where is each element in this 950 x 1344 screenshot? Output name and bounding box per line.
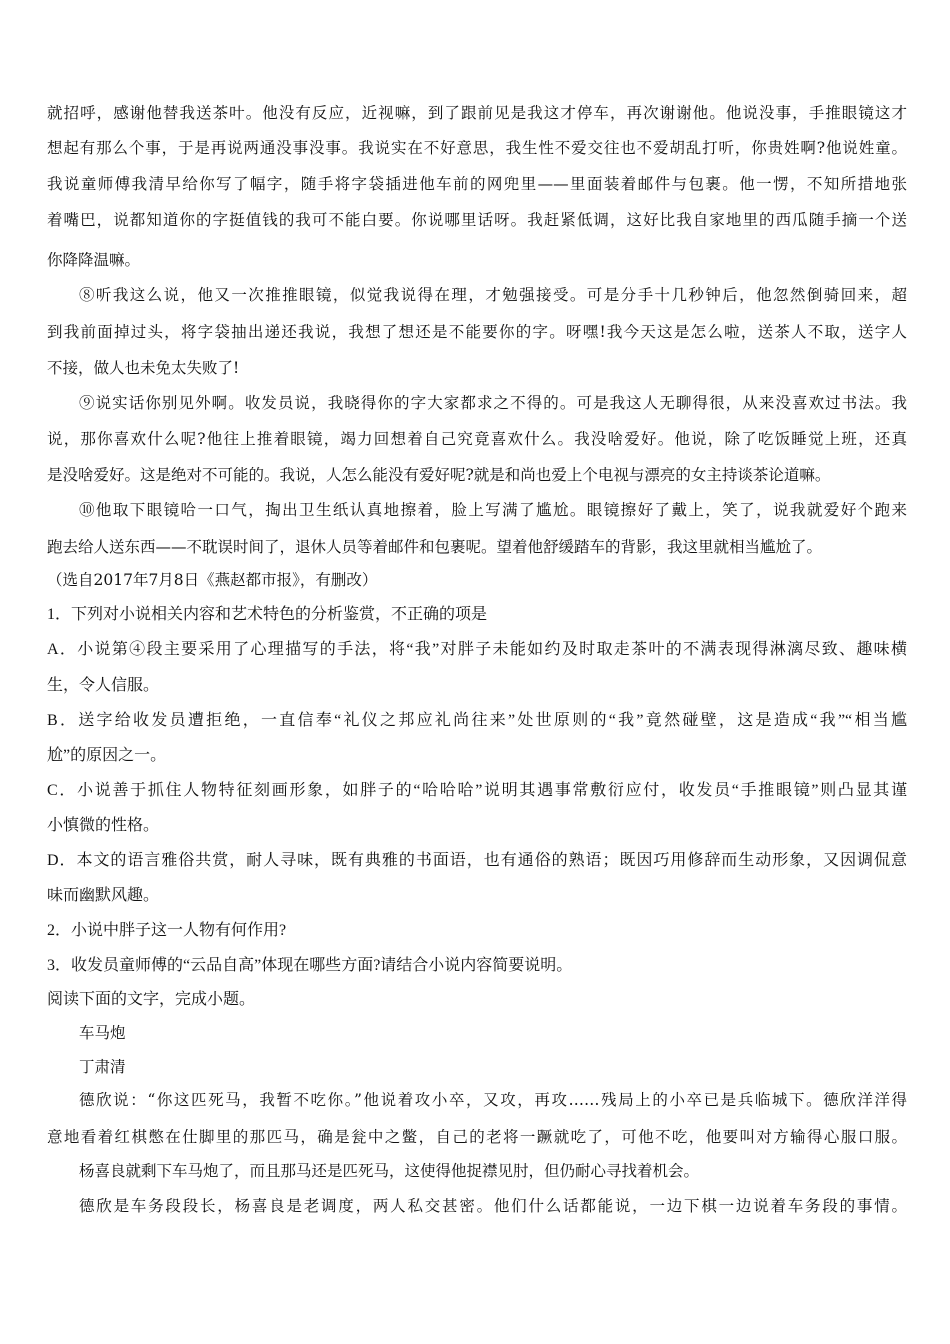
question-3: 3．收发员童师傅的“云品自高”体现在哪些方面?请结合小说内容简要说明。 [47, 957, 573, 974]
text-line: 意地看着红棋憋在仕脚里的那匹马，确是瓮中之鳖，自己的老将一蹶就吃了，可他不吃，他要叫对方输得心服口服。 [47, 1128, 907, 1146]
option-c: C．小说善于抓住人物特征刻画形象，如胖子的“哈哈哈”说明其遇事常敷衍应付，收发员“手推眼镜”则凸显其谨 [47, 782, 907, 799]
story-author: 丁肃清 [79, 1058, 126, 1076]
story-paragraph: 杨喜良就剩下车马炮了，而且那马还是匹死马，这使得他捉襟见肘，但仍耐心寻找着机会。 [79, 1162, 700, 1180]
option-b: B．送字给收发员遭拒绝，一直信奉“礼仪之邦应礼尚往来”处世原则的“我”竟然碰壁，这是造成“我”“相当尴 [47, 712, 907, 729]
question-1: 1．下列对小说相关内容和艺术特色的分析鉴赏，不正确的项是 [47, 606, 488, 623]
text-line: 就招呼，感谢他替我送茶叶。他没有反应，近视嘛，到了跟前见是我这才停车，再次谢谢他。他说没事，手推眼镜这才 [47, 104, 907, 122]
option-a-cont: 生，令人信服。 [47, 677, 160, 694]
text-line: 你降降温嘛。 [47, 251, 141, 269]
option-d: D．本文的语言雅俗共赏，耐人寻味，既有典雅的书面语，也有通俗的熟语；既因巧用修辞而生动形象，又因调侃意 [47, 852, 907, 869]
option-d-cont: 味而幽默风趣。 [47, 887, 160, 904]
text-line: 想起有那么个事，于是再说两通没事没事。我说实在不好意思，我生性不爱交往也不爱胡乱打听，你贵姓啊?他说姓童。 [47, 139, 907, 157]
text-line: 不接，做人也未免太失败了! [47, 359, 240, 377]
source-citation: （选自2017年7月8日《燕赵都市报》，有删改） [47, 571, 378, 589]
text-line: 是没啥爱好。这是绝对不可能的。我说，人怎么能没有爱好呢?就是和尚也爱上个电视与漂亮的女主持谈茶论道嘛。 [47, 466, 831, 484]
option-b-cont: 尬”的原因之一。 [47, 747, 167, 764]
option-a: A．小说第④段主要采用了心理描写的手法，将“我”对胖子未能如约及时取走茶叶的不满表现得淋漓尽致、趣味横 [47, 641, 907, 658]
text-line: 到我前面掉过头，将字袋抽出递还我说，我想了想还是不能要你的字。呀嘿!我今天这是怎么啦，送茶人不取，送字人 [47, 323, 907, 341]
question-2: 2．小说中胖子这一人物有何作用? [47, 922, 287, 939]
text-line: 我说童师傅我清早给你写了幅字，随手将字袋插进他车前的网兜里——里面装着邮件与包裹。他一愣，不知所措地张 [47, 175, 907, 193]
reading-instruction: 阅读下面的文字，完成小题。 [47, 991, 256, 1008]
text-line: 跑去给人送东西——不耽误时间了，退休人员等着邮件和包裹呢。望着他舒缓踏车的背影，我这里就相当尴尬了。 [47, 538, 823, 556]
paragraph-8: ⑧听我这么说，他又一次推推眼镜，似觉我说得在理，才勉强接受。可是分手十几秒钟后，他忽然倒骑回来，超 [79, 286, 907, 304]
story-paragraph: 德欣说：“你这匹死马，我暂不吃你。”他说着攻小卒，又攻，再攻……残局上的小卒已是兵临城下。德欣洋洋得 [79, 1091, 907, 1109]
text-line: 着嘴巴，说都知道你的字挺值钱的我可不能白要。你说哪里话呀。我赶紧低调，这好比我自家地里的西瓜随手摘一个送 [47, 211, 907, 229]
text-line: 说，那你喜欢什么呢?他往上推着眼镜，竭力回想着自己究竟喜欢什么。我没啥爱好。他说，除了吃饭睡觉上班，还真 [47, 430, 907, 448]
option-c-cont: 小慎微的性格。 [47, 817, 160, 834]
story-paragraph: 德欣是车务段段长，杨喜良是老调度，两人私交甚密。他们什么话都能说，一边下棋一边说着车务段的事情。 [79, 1197, 907, 1215]
story-title: 车马炮 [79, 1024, 126, 1042]
paragraph-9: ⑨说实话你别见外啊。收发员说，我晓得你的字大家都求之不得的。可是我这人无聊得很，从来没喜欢过书法。我 [79, 394, 907, 412]
paragraph-10: ⑩他取下眼镜哈一口气，掏出卫生纸认真地擦着，脸上写满了尴尬。眼镜擦好了戴上，笑了，说我就爱好个跑来 [79, 501, 907, 519]
